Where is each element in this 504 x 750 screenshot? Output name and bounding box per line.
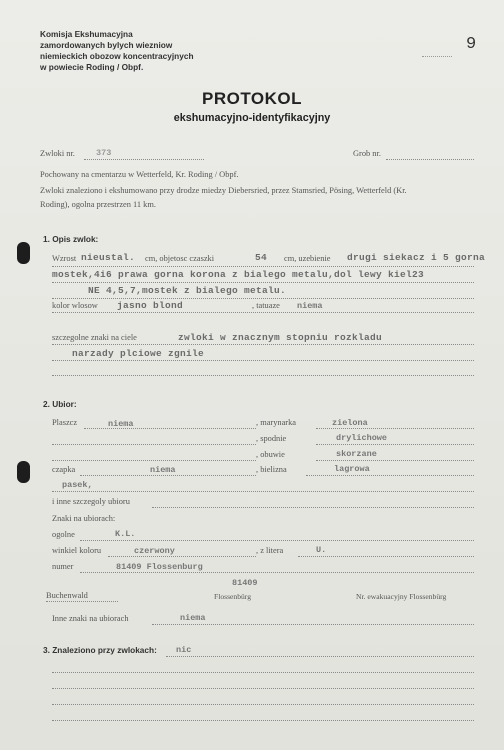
letter-value: U. <box>316 545 327 555</box>
found-items-line-3 <box>52 688 474 689</box>
letter-line <box>298 556 474 557</box>
remains-label: Zwloki nr. <box>40 149 75 158</box>
letter-label: , z litera <box>256 546 284 555</box>
buried-text: Pochowany na cmentarzu w Wetterfeld, Kr. Roding / Obpf. <box>40 170 239 179</box>
org-line-2: zamordowanych bylych wiezniow <box>40 40 173 50</box>
coat-line <box>84 428 256 429</box>
camp-left-label: Buchenwald <box>46 591 88 600</box>
marks-value-1: zwloki w znacznym stopniu rozkladu <box>178 332 383 343</box>
found-items-line-4 <box>52 704 474 705</box>
section-1-heading: 1. Opis zwlok: <box>43 234 99 244</box>
marks-line-1 <box>52 344 474 345</box>
jacket-value: zielona <box>332 418 368 428</box>
triangle-line <box>108 556 256 557</box>
org-line-4: w powiecie Roding / Obpf. <box>40 62 144 72</box>
triangle-value: czerwony <box>134 546 175 556</box>
shoes-label: , obuwie <box>256 450 285 459</box>
camp-right-label: Nr. ewakuacyjny Flossenbürg <box>356 592 447 601</box>
cap-value: niema <box>150 465 176 475</box>
other-details-label: i inne szczegoly ubioru <box>52 497 130 506</box>
height-value: nieustal. <box>81 252 136 263</box>
section-3-value: nic <box>176 645 192 655</box>
remains-line <box>84 159 204 160</box>
marks-line-3 <box>52 375 474 376</box>
teeth-label: cm, uzebienie <box>284 254 331 263</box>
teeth-line-3 <box>52 298 474 299</box>
trousers-label: , spodnie <box>256 434 287 443</box>
number-line <box>80 572 474 573</box>
number-label: numer <box>52 562 74 571</box>
other-details-line <box>152 507 474 508</box>
belt-line <box>52 491 474 492</box>
tattoo-label: , tatuaze <box>252 301 280 310</box>
skull-value: 54 <box>255 252 268 263</box>
underwear-value: lagrowa <box>334 464 370 474</box>
remains-number: 373 <box>96 148 112 158</box>
shoes-value: skorzane <box>336 449 377 459</box>
org-line-3: niemieckich obozow koncentracyjnych <box>40 51 194 61</box>
camp-center-label: Flossenbürg <box>214 592 251 601</box>
document-title: PROTOKOL <box>201 89 303 108</box>
page-number: 9 <box>466 35 477 54</box>
jacket-line <box>316 428 474 429</box>
marks-label: szczegolne znaki na ciele <box>52 333 137 342</box>
teeth-line-2 <box>52 282 474 283</box>
found-items-line-2 <box>52 672 474 673</box>
coat-value: niema <box>108 419 134 429</box>
grave-label: Grob nr. <box>353 149 381 158</box>
corner-stamp-mark <box>422 56 452 57</box>
trousers-value: drylichowe <box>336 433 388 443</box>
underwear-line <box>306 475 474 476</box>
tattoo-value: niema <box>297 301 323 311</box>
hair-label: kolor wlosow <box>52 301 98 310</box>
jacket-label: , marynarka <box>256 418 296 427</box>
other-marks-label: Inne znaki na ubiorach <box>52 614 129 623</box>
camp-left-line <box>46 601 118 602</box>
other-marks-value: niema <box>180 613 206 623</box>
section-3-heading: 3. Znaleziono przy zwlokach: <box>43 645 157 655</box>
camp-number: 81409 <box>232 578 258 588</box>
coat-line-2 <box>52 444 256 445</box>
teeth-value-3: NE 4,5,7,mostek z bialego metalu. <box>88 285 287 296</box>
general-label: ogolne <box>52 530 75 539</box>
found-items-line-5 <box>52 720 474 721</box>
number-value: 81409 Flossenburg <box>116 562 203 572</box>
general-line <box>80 540 474 541</box>
found-items-line-1 <box>166 656 474 657</box>
teeth-value-1: drugi siekacz i 5 gorna <box>347 252 486 263</box>
cap-line <box>80 475 256 476</box>
other-marks-line <box>152 624 474 625</box>
org-line-1: Komisja Ekshumacyjna <box>40 29 133 39</box>
coat-label: Plaszcz <box>52 418 78 427</box>
section-2-heading: 2. Ubior: <box>43 399 77 409</box>
grave-line <box>386 159 474 160</box>
cap-label: czapka <box>52 465 76 474</box>
hair-value: jasno blond <box>117 300 184 311</box>
marks-line-2 <box>52 360 474 361</box>
found-text-2: Roding), ogolna przestrzen 11 km. <box>40 200 156 209</box>
document-subtitle: ekshumacyjno-identyfikacyjny <box>173 112 331 124</box>
skull-label: cm, objetosc czaszki <box>145 254 215 263</box>
trousers-line <box>316 444 474 445</box>
underwear-label: , bielizna <box>256 465 287 474</box>
general-value: K.L. <box>115 529 136 539</box>
hair-line <box>52 312 474 313</box>
coat-line-3 <box>52 460 256 461</box>
punch-hole-upper <box>17 242 30 264</box>
found-text-1: Zwloki znaleziono i ekshumowano przy drodze miedzy Diebersried, przez Stamsried, Pösing, Wetterfeld (Kr. <box>40 186 407 195</box>
marks-value-2: narzady plciowe zgnile <box>72 348 205 359</box>
height-line <box>52 266 474 267</box>
clothing-marks-label: Znaki na ubiorach: <box>52 514 116 523</box>
punch-hole-lower <box>17 461 30 483</box>
shoes-line <box>316 460 474 461</box>
belt-value: pasek, <box>62 480 93 490</box>
height-label: Wzrost <box>52 254 77 263</box>
triangle-label: winkiel koloru <box>52 546 102 555</box>
teeth-value-2: mostek,4i6 prawa gorna korona z bialego metalu,dol lewy kiel23 <box>52 269 425 280</box>
